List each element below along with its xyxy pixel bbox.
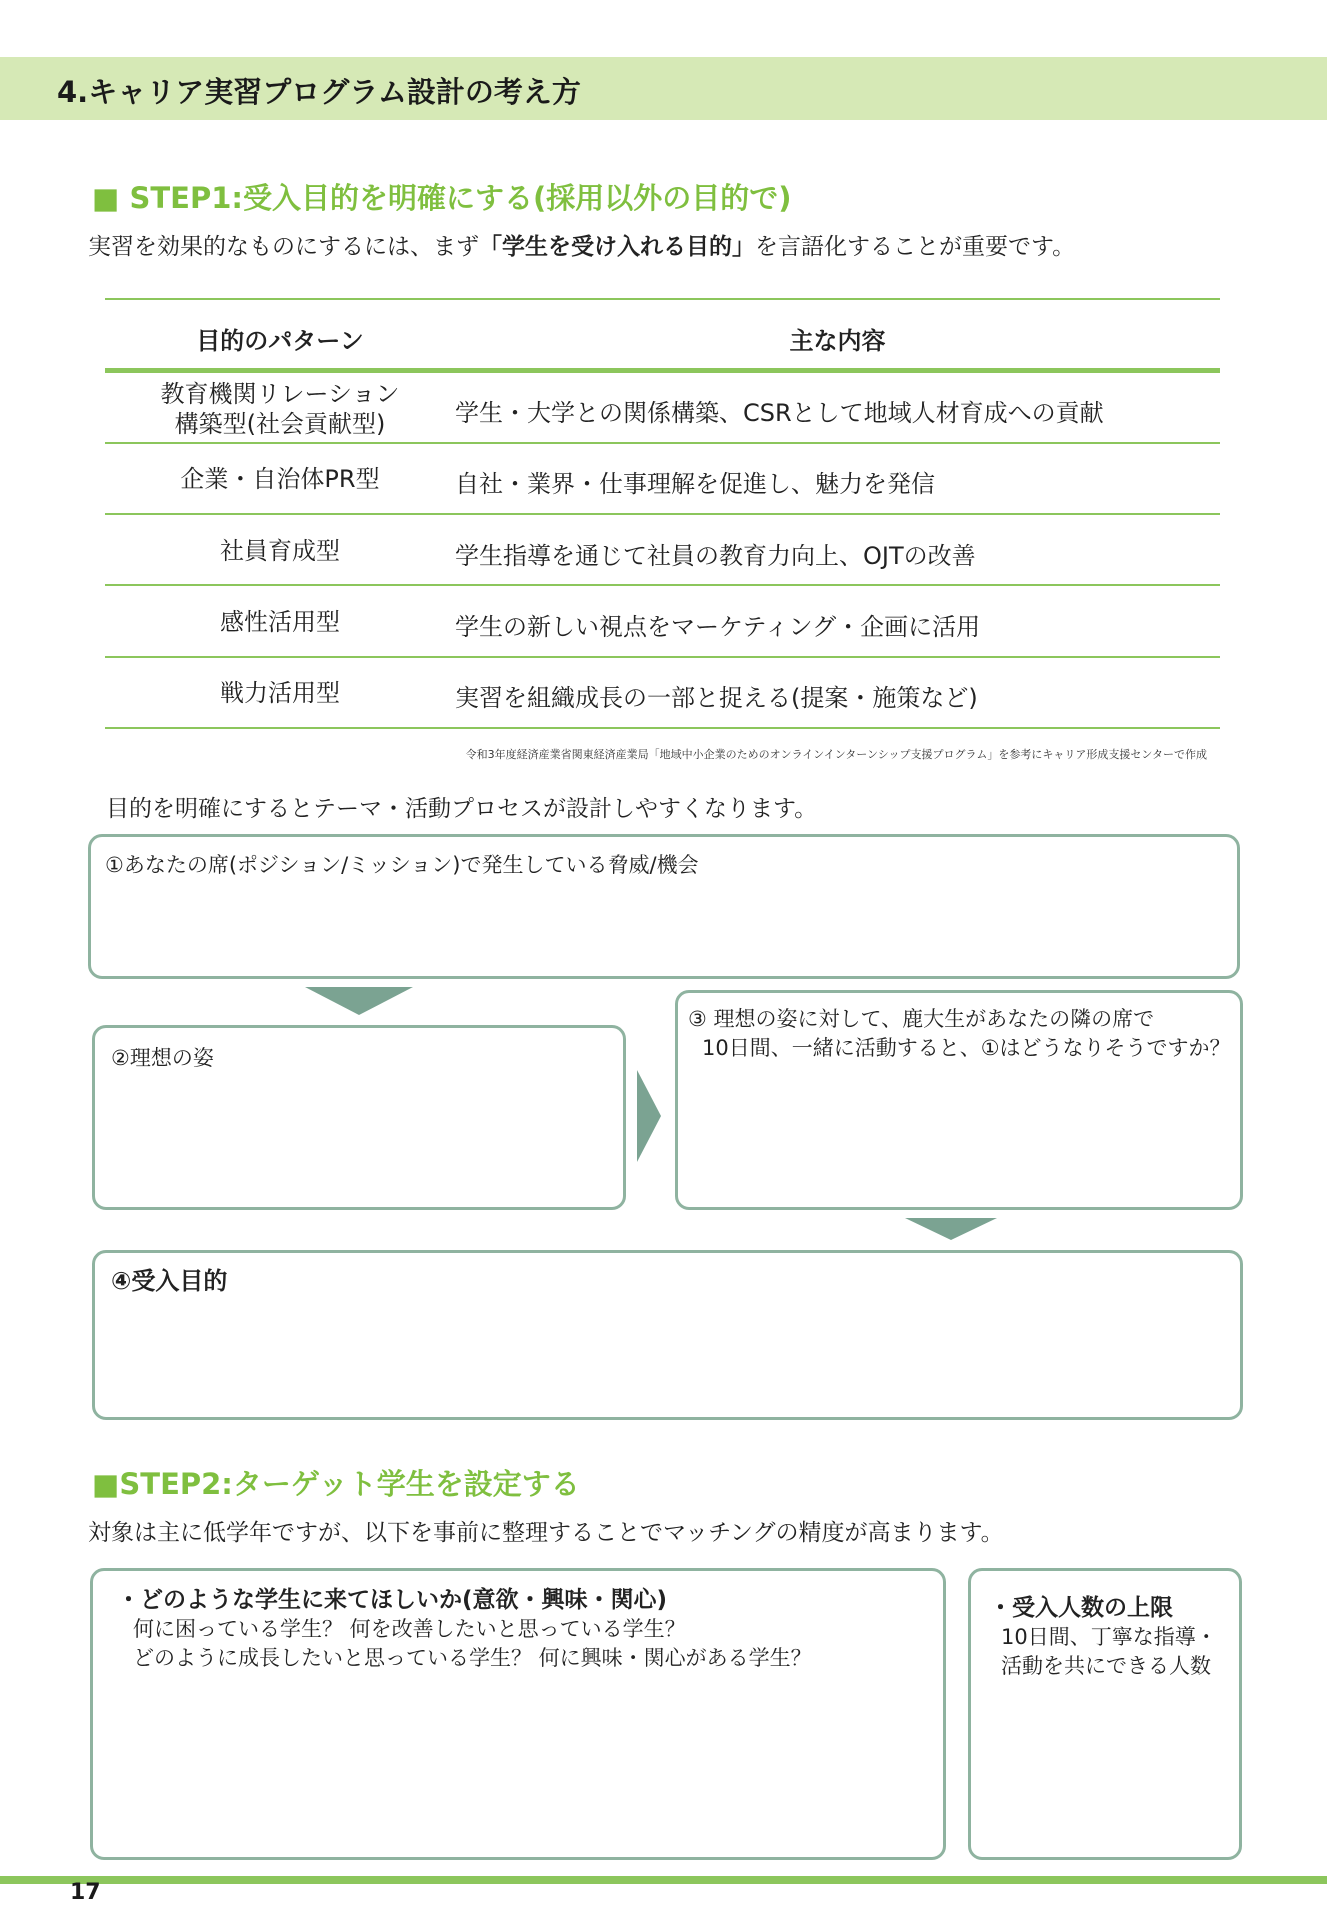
box-ideal-state-label: ②理想の姿: [111, 1046, 214, 1070]
flow-lead: 目的を明確にするとテーマ・活動プロセスが設計しやすくなります。: [106, 796, 818, 822]
table-source-note: 令和3年度経済産業省関東経済産業局「地域中小企業のためのオンラインインターンシップ支援プログラム」を参考にキャリア形成支援センターで作成: [465, 748, 1207, 761]
table-row-content: 学生の新しい視点をマーケティング・企画に活用: [455, 613, 981, 641]
table-row-rule: [105, 584, 1220, 586]
box-threat-opportunity[interactable]: [88, 834, 1240, 979]
arrow-down-icon: [305, 987, 413, 1015]
table-row-pattern: 感性活用型: [220, 608, 340, 636]
table-header-rule: [105, 368, 1220, 373]
pattern-line: 構築型(社会貢献型): [174, 410, 386, 438]
box-target-student[interactable]: [90, 1568, 946, 1860]
capacity-limit-title: ・受入人数の上限: [989, 1595, 1173, 1621]
capacity-limit-line: 活動を共にできる人数: [1001, 1654, 1211, 1678]
box-collaboration-effect-label: [688, 1005, 1231, 1063]
box3-line1: ③ 理想の姿に対して、鹿大生があなたの隣の席で: [688, 1007, 1155, 1031]
arrow-right-icon: [637, 1070, 661, 1162]
box3-line2: 10日間、一緒に活動すると、①はどうなりそうですか？: [702, 1036, 1231, 1060]
table-row-content: 実習を組織成長の一部と捉える(提案・施策など): [455, 684, 978, 712]
step2-heading: ■STEP2:ターゲット学生を設定する: [92, 1467, 580, 1501]
page-number: 17: [70, 1880, 101, 1905]
box-collaboration-effect[interactable]: [675, 990, 1243, 1210]
table-row-pattern: 戦力活用型: [220, 679, 340, 707]
pattern-line: 教育機関リレーション: [160, 380, 400, 408]
table-row-content: 自社・業界・仕事理解を促進し、魅力を発信: [455, 470, 935, 498]
table-row-rule: [105, 656, 1220, 658]
page-title: 4.キャリア実習プログラム設計の考え方: [57, 75, 581, 109]
table-row-pattern: 社員育成型: [220, 537, 340, 565]
arrow-down-icon: [905, 1218, 997, 1240]
step2-intro: 対象は主に低学年ですが、以下を事前に整理することでマッチングの精度が高まります。: [88, 1520, 1004, 1546]
footer-rule: [0, 1876, 1327, 1884]
step1-intro-bold: 「学生を受け入れる目的」: [479, 234, 755, 260]
target-student-line: 何に困っている学生？ 何を改善したいと思っている学生？: [133, 1617, 686, 1641]
target-student-title: ・どのような学生に来てほしいか(意欲・興味・関心): [117, 1587, 668, 1613]
step1-intro-before: 実習を効果的なものにするには、まず: [88, 234, 479, 260]
target-student-content: [117, 1585, 812, 1673]
table-header-content: 主な内容: [789, 327, 886, 355]
table-row-pattern: 企業・自治体PR型: [180, 465, 380, 493]
step1-intro-after: を言語化することが重要です。: [755, 234, 1076, 260]
box-acceptance-purpose-label: ④受入目的: [111, 1267, 228, 1295]
table-row-rule: [105, 513, 1220, 515]
table-row-content: 学生指導を通じて社員の教育力向上、OJTの改善: [455, 542, 976, 570]
capacity-limit-content: [989, 1593, 1217, 1681]
table-row-rule: [105, 442, 1220, 444]
table-bottom-rule: [105, 727, 1220, 729]
table-row-pattern: [105, 379, 455, 439]
target-student-line: どのように成長したいと思っている学生？ 何に興味・関心がある学生？: [133, 1646, 812, 1670]
capacity-limit-line: 10日間、丁寧な指導・: [1001, 1625, 1217, 1649]
table-header-pattern: 目的のパターン: [196, 327, 364, 355]
box-ideal-state[interactable]: [92, 1025, 626, 1210]
step1-heading: ■ STEP1:受入目的を明確にする(採用以外の目的で): [92, 181, 792, 215]
box-capacity-limit[interactable]: [968, 1568, 1242, 1860]
box-acceptance-purpose[interactable]: [92, 1250, 1243, 1420]
box-threat-opportunity-label: ①あなたの席(ポジション/ミッション)で発生している脅威/機会: [105, 853, 699, 877]
table-row-content: 学生・大学との関係構築、CSRとして地域人材育成への貢献: [455, 399, 1104, 427]
step1-intro: [88, 228, 1075, 261]
table-top-rule: [105, 298, 1220, 300]
